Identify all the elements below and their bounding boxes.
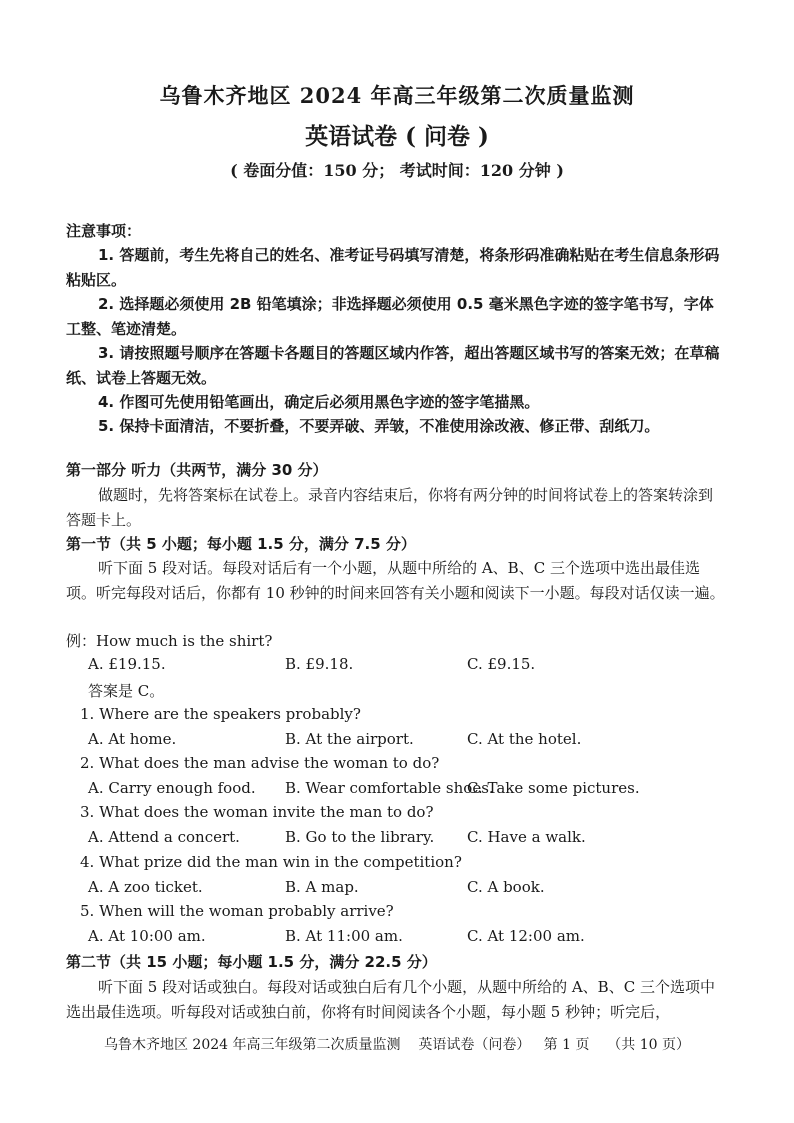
note-item-4: 4. 作图可先使用铅笔画出，确定后必须用黑色字迹的签字笔描黑。 bbox=[98, 393, 540, 411]
exam-meta: ( 卷面分值：150 分； 考试时间：120 分钟 ) bbox=[230, 161, 564, 180]
q5-option-c: C. At 12:00 am. bbox=[467, 927, 585, 945]
q4-option-c: C. A book. bbox=[467, 878, 545, 896]
section2-intro: 听下面 5 段对话或独白。每段对话或独白后有几个小题，从题中所给的 A、B、C 三个选项中选出最佳选项。听每段对话或独白前，你将有时间阅读各个小题，每小题 5 秒钟；听完后， bbox=[66, 978, 715, 1021]
q1-option-a: A. At home. bbox=[88, 730, 177, 748]
q2-option-a: A. Carry enough food. bbox=[88, 779, 256, 797]
part1-heading: 第一部分 听力（共两节，满分 30 分） bbox=[66, 461, 328, 479]
example-option-a: A. £19.15. bbox=[88, 655, 166, 673]
note-item-3: 3. 请按照题号顺序在答题卡各题目的答题区域内作答，超出答题区域书写的答案无效；在草稿纸、试卷上答题无效。 bbox=[66, 344, 720, 387]
q3-option-c: C. Have a walk. bbox=[467, 828, 586, 846]
note-item-1: 1. 答题前，考生先将自己的姓名、准考证号码填写清楚，将条形码准确粘贴在考生信息条形码粘贴区。 bbox=[66, 246, 720, 289]
q5-option-a: A. At 10:00 am. bbox=[88, 927, 206, 945]
question-5: 5. When will the woman probably arrive? bbox=[80, 902, 394, 920]
notes-heading: 注意事项： bbox=[66, 222, 142, 240]
example-option-b: B. £9.18. bbox=[285, 655, 354, 673]
q4-option-a: A. A zoo ticket. bbox=[88, 878, 203, 896]
q3-option-a: A. Attend a concert. bbox=[88, 828, 240, 846]
q2-option-c: C. Take some pictures. bbox=[467, 779, 640, 797]
q2-option-b: B. Wear comfortable shoes. bbox=[285, 779, 494, 797]
part1-intro: 做题时，先将答案标在试卷上。录音内容结束后，你将有两分钟的时间将试卷上的答案转涂到答题卡上。 bbox=[66, 486, 714, 529]
question-2: 2. What does the man advise the woman to do? bbox=[80, 754, 440, 772]
q3-option-b: B. Go to the library. bbox=[285, 828, 435, 846]
question-3: 3. What does the woman invite the man to do? bbox=[80, 803, 434, 821]
section2-heading: 第二节（共 15 小题；每小题 1.5 分，满分 22.5 分） bbox=[66, 953, 437, 971]
question-4: 4. What prize did the man win in the competition? bbox=[80, 853, 462, 871]
q5-option-b: B. At 11:00 am. bbox=[285, 927, 403, 945]
section1-intro: 听下面 5 段对话。每段对话后有一个小题，从题中所给的 A、B、C 三个选项中选出最佳选项。听完每段对话后，你都有 10 秒钟的时间来回答有关小题和阅读下一小题。每段对话仅读一遍。 bbox=[66, 559, 725, 602]
page-footer: 乌鲁木齐地区 2024 年高三年级第二次质量监测 英语试卷（问卷） 第 1 页 （共 10 页） bbox=[103, 1037, 690, 1053]
question-1: 1. Where are the speakers probably? bbox=[80, 705, 361, 723]
note-item-5: 5. 保持卡面清洁，不要折叠，不要弄破、弄皱，不准使用涂改液、修正带、刮纸刀。 bbox=[98, 417, 660, 435]
q4-option-b: B. A map. bbox=[285, 878, 359, 896]
q1-option-b: B. At the airport. bbox=[285, 730, 414, 748]
example-option-c: C. £9.15. bbox=[467, 655, 536, 673]
exam-title: 乌鲁木齐地区 2024 年高三年级第二次质量监测 bbox=[159, 83, 635, 108]
section1-heading: 第一节（共 5 小题；每小题 1.5 分，满分 7.5 分） bbox=[66, 535, 416, 553]
exam-subtitle: 英语试卷 ( 问卷 ) bbox=[305, 123, 489, 150]
q1-option-c: C. At the hotel. bbox=[467, 730, 582, 748]
example-question: 例：How much is the shirt? bbox=[66, 632, 273, 650]
note-item-2: 2. 选择题必须使用 2B 铅笔填涂；非选择题必须使用 0.5 毫米黑色字迹的签字笔书写，字体工整、笔迹清楚。 bbox=[66, 295, 714, 338]
example-answer: 答案是 C。 bbox=[88, 682, 165, 700]
